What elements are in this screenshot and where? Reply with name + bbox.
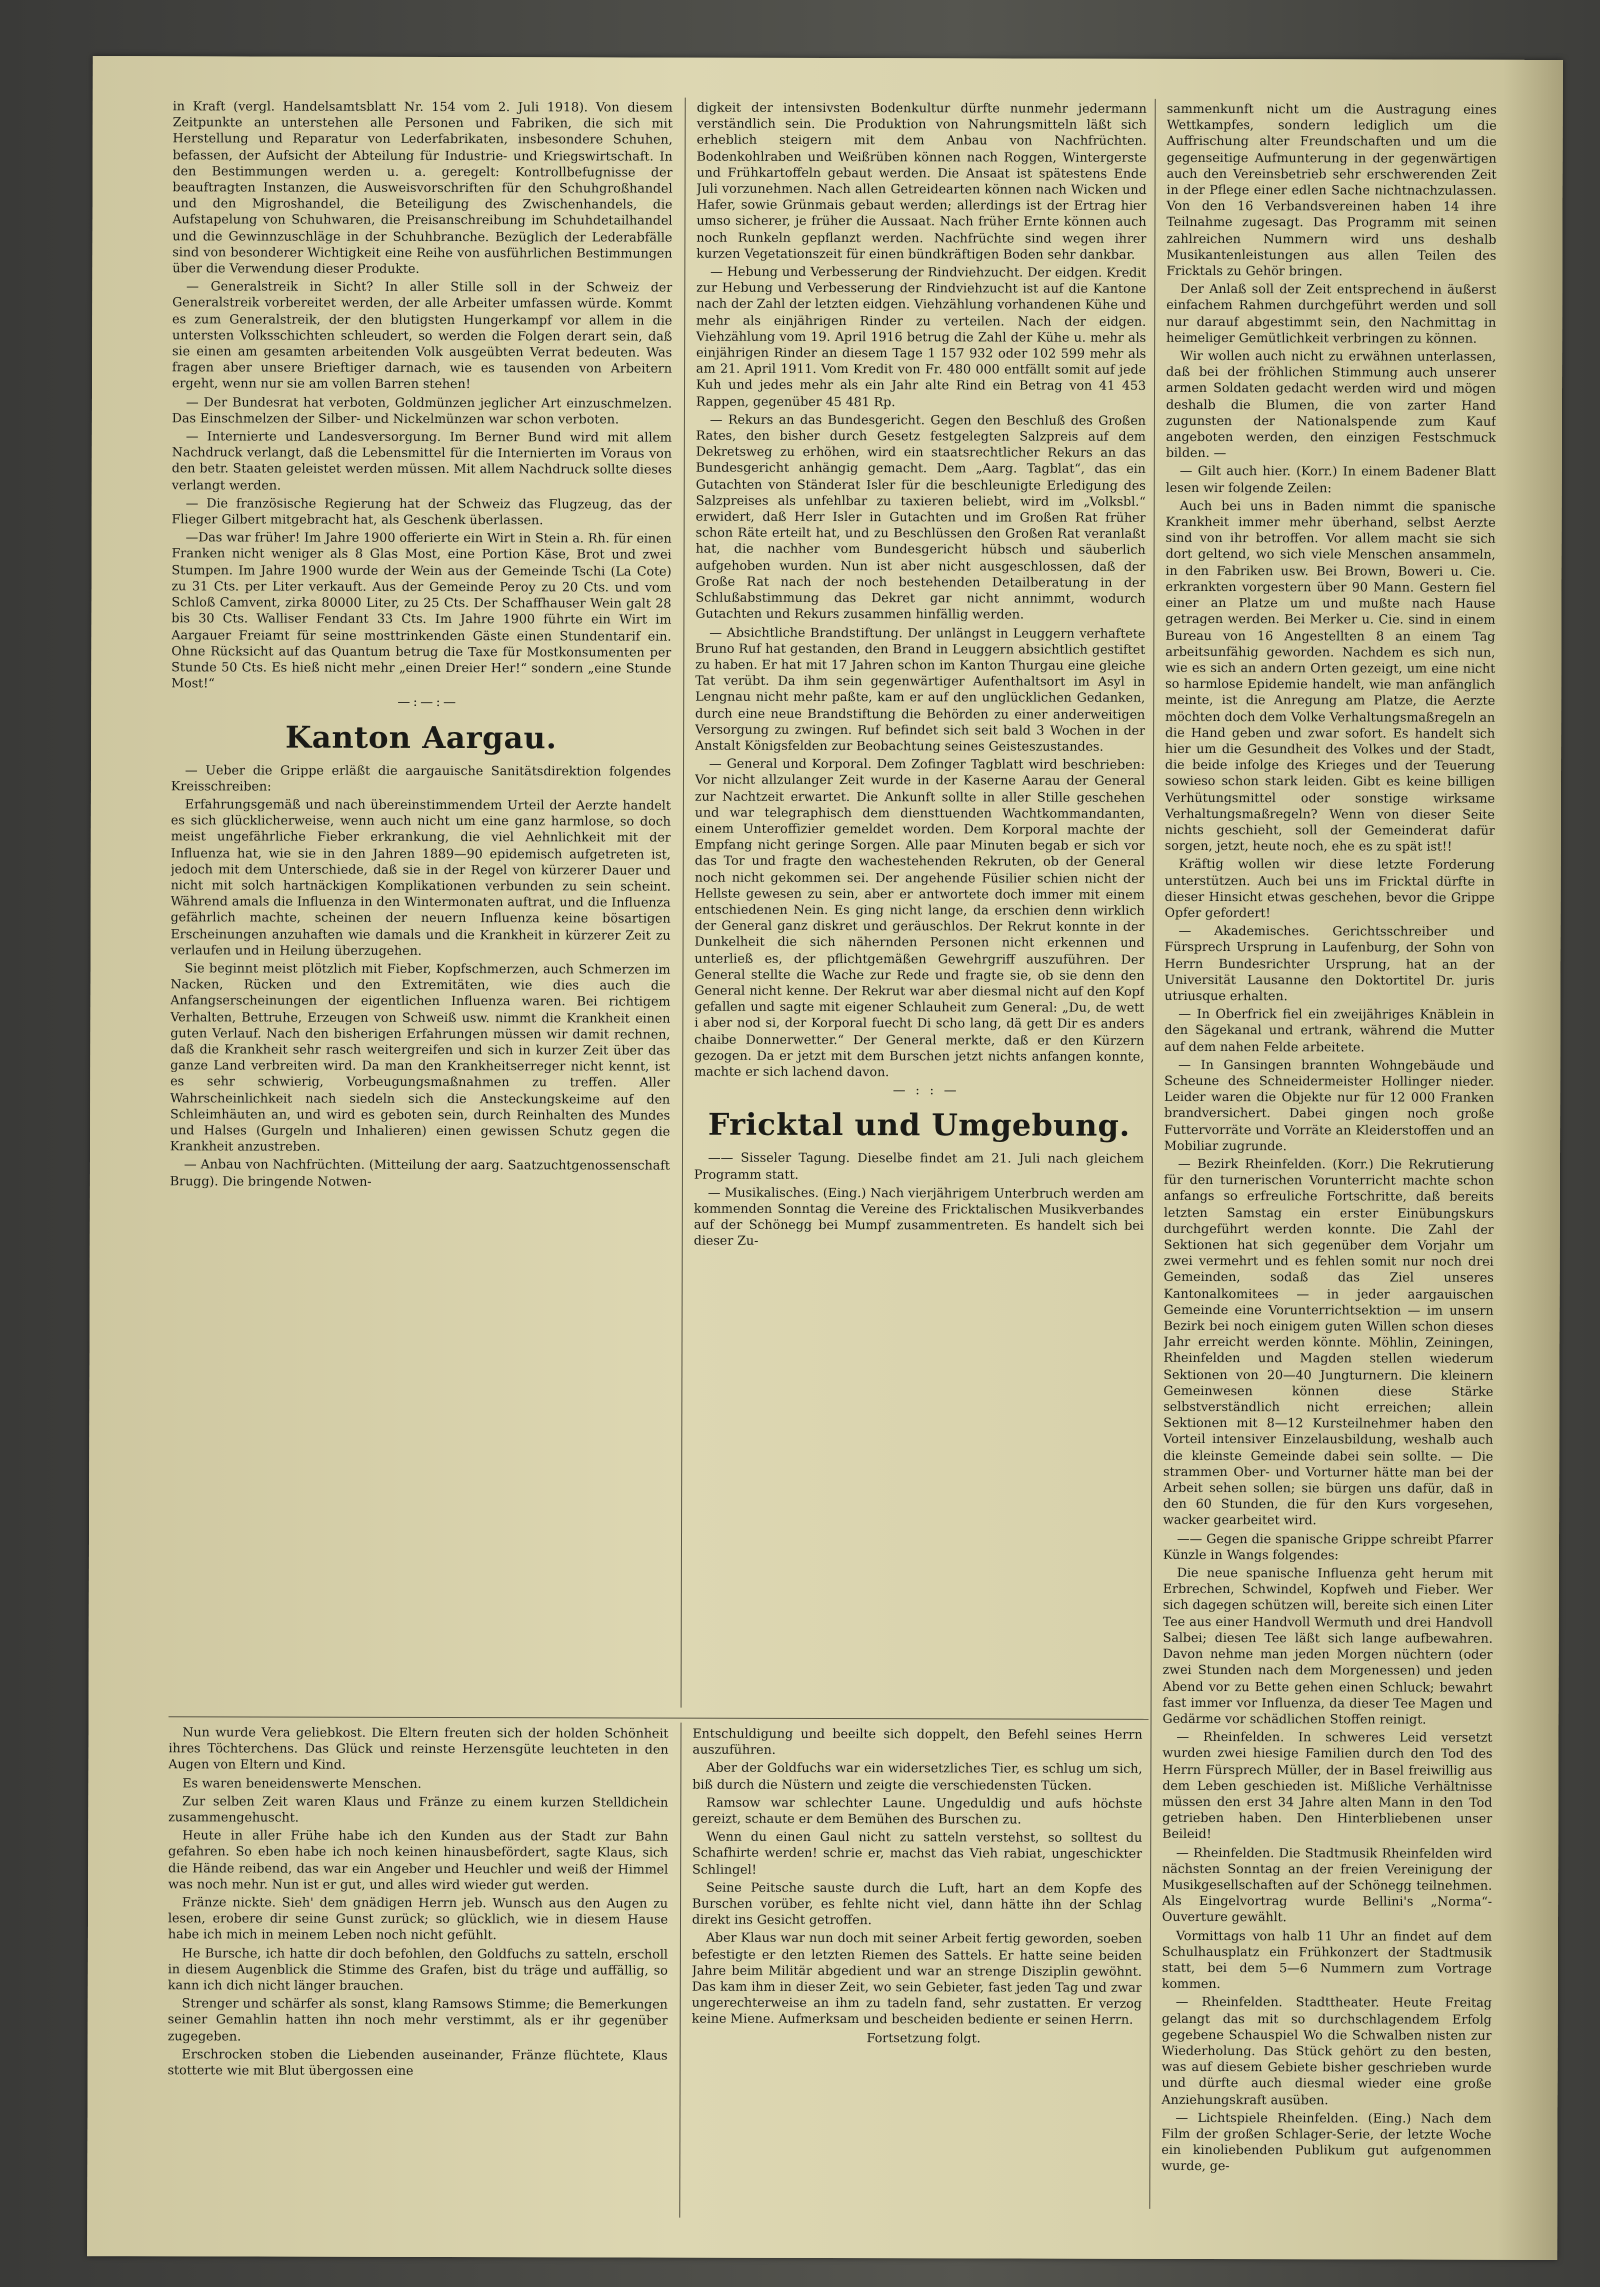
feuilleton-paragraph: He Bursche, ich hatte dir doch befohlen, den Goldfuchs zu satteln, erscholl in diesem Augenblick die Stimme des Grafen, bist du träge und auffällig, so kann ich dich nicht länger brauchen. xyxy=(167,1944,668,1993)
article-paragraph: — Absichtliche Brandstiftung. Der unlängst in Leuggern verhaftete Bruno Ruf hat gestanden, den Brand in Leuggern absichtlich gestiftet zu haben. Er hat mit 17 Jahren schon im Kanton Thurgau eine gleiche Tat verübt. Da ihm sein gegenwärtiger Aufenthaltsort im Asyl in Lengnau nicht mehr paßte, kam er auf den unglücklichen Gedanken, durch eine neue Brandstiftung die Behörden zu einer anderweitigen Versorgung zu zwingen. Ruf befindet sich seit bald 3 Wochen in der Anstalt Königsfelden zur Beobachtung seines Geisteszustandes. xyxy=(695,624,1146,754)
article-paragraph: digkeit der intensivsten Bodenkultur dürfte nunmehr jedermann verständlich sein. Die Produktion von Nahrungsmitteln läßt sich erheblich steigern mit dem Anbau von Nachfrüchten. Bodenkohlraben und Weißrüben können nach Roggen, Wintergerste und Frühkartoffeln gebaut werden. Die Ansaat ist spätestens Ende Juli vorzunehmen. Nach allen Getreidearten können nach Wicken und Hafer, sowie Grünmais gebaut werden; allerdings ist der Ertrag hier umso sicherer, je früher die Aussaat. Nach früher Ernte können auch noch Runkeln gepflanzt werden. Nachfrüchte sind wegen ihrer kurzen Vegetationszeit für einen bündkräftigen Boden sehr dankbar. xyxy=(696,99,1147,262)
article-paragraph: — General und Korporal. Dem Zofinger Tagblatt wird beschrieben: Vor nicht allzulanger Zeit wurde in der Kaserne Aarau der General zur Nachtzeit erwartet. Die Ankunft sollte in aller Stille geschehen und war telegraphisch dem diensttuenden Wachtkommandanten, einem Unteroffizier gemeldet worden. Dem Korporal machte der Empfang nicht geringe Sorgen. Alle paar Minuten begab er sich vor das Tor und fragte den wachestehenden Rekruten, ob der General noch nicht gekommen sei. Der angehende Füsilier schien nicht der Hellste gewesen zu sein, aber er antwortete doch immer mit einem entschiedenen Nein. Es ging nicht lange, da erschien denn wirklich der General ganz diskret und geräuschlos. Der Rekrut konnte in der Dunkelheit die sich nähernden Personen nicht erkennen und unterließ es, der pflichtgemäßen Gewehrgriff auszuführen. Der General stellte die Wache zur Rede und fragte sie, ob sie denn den General nicht kenne. Der Rekrut war aber diesmal nicht auf den Kopf gefallen und sagte mit eigener Schlauheit zum General: „Du, de wett i aber nod si, der Korporal fuecht Di scho lang, dä gett Dir es anders chaibe Donnerwetter.“ Der General merkte, daß er den Kürzern gezogen. Da er jetzt mit dem Burschen jetzt nichts anfangen konnte, machte er sich lachend davon. xyxy=(694,755,1146,1080)
article-paragraph: — Akademisches. Gerichtsschreiber und Fürsprech Ursprung in Laufenburg, der Sohn von Herrn Bundesrichter Ursprung, hat an der Universität Lausanne den Doktortitel Dr. juris utriusque erhalten. xyxy=(1164,923,1495,1004)
column-3 xyxy=(1161,101,1497,2212)
newspaper-page xyxy=(87,56,1563,2260)
column-rule-right xyxy=(1149,99,1156,2209)
article-paragraph: — Hebung und Verbesserung der Rindviehzucht. Der eidgen. Kredit zur Hebung und Verbesserung der Rindviehzucht ist auf die Kantone nach der Zahl der letzten eidgen. Viehzählung vorhandenen Kühe und mehr als einjährigen Rinder zu verteilen. Nach der eidgen. Viehzählung vom 19. April 1916 betrug die Zahl der Kühe u. mehr als einjährigen Rinder an diesem Tage 1 157 932 oder 102 599 mehr als am 21. April 1911. Vom Kredit von Fr. 480 000 entfällt somit auf jede Kuh und jedes mehr als ein Jahr alte Rind ein Betrag von 41 453 Rappen, gegenüber 45 481 Rp. xyxy=(695,263,1147,409)
article-paragraph: — In Oberfrick fiel ein zweijähriges Knäblein in den Sägekanal und ertrank, während die Mutter auf dem nahen Felde arbeitete. xyxy=(1164,1006,1495,1054)
feuilleton-right xyxy=(691,1726,1142,2217)
feuilleton-paragraph: Wenn du einen Gaul nicht zu satteln verstehst, so solltest du Schafhirte werden! schrie er, machst das Vieh rabiat, ungeschickter Schlingel! xyxy=(692,1828,1143,1877)
feuilleton-rule xyxy=(169,1716,1149,1720)
feuilleton-paragraph: Zur selben Zeit waren Klaus und Fränze zu einem kurzen Stelldichein zusammengehuscht. xyxy=(168,1793,669,1825)
section-separator: —:—:— xyxy=(397,694,459,710)
feuilleton-left xyxy=(167,1724,668,2215)
article-paragraph: in Kraft (vergl. Handelsamtsblatt Nr. 154 vom 2. Juli 1918). Von diesem Zeitpunkte an unterstehen alle Personen und Fabriken, die sich mit Herstellung und Reparatur von Lederfabrikaten, insbesondere Schuhen, befassen, der Aufsicht der Abteilung für Industrie- und Kriegswirtschaft. In den Bestimmungen werden u. a. geregelt: Kontrollbefugnisse der beauftragten Instanzen, die Ausweisvorschriften für den Schuhgroßhandel und den Migroshandel, die Beteiligung des Zwischenhandels, die Aufstapelung von Schuhwaren, die Preisanschreibung im Schuhdetailhandel und die Gewinnzuschläge in der Schuhbranche. Bezüglich der Lederabfälle sind von besonderer Wichtigkeit eine Reihe von ausführlichen Bestimmungen über die Verwendung dieser Produkte. xyxy=(172,98,673,276)
article-paragraph: — Internierte und Landesversorgung. Im Berner Bund wird mit allem Nachdruck verlangt, daß die Lebensmittel für die Internierten im Voraus von den betr. Staaten geleistet werden müssen. Mit allem Nachdruck sollte dieses verlangt werden. xyxy=(171,428,672,493)
article-paragraph: — In Gansingen brannten Wohngebäude und Scheune des Schneidermeister Hollinger nieder. Leider waren die Objekte nur für 12 000 Franken brandversichert. Dabei gingen noch große Futtervorräte und Vorräte an Kleiderstoffen und an Mobiliar zugrunde. xyxy=(1164,1056,1495,1154)
article-paragraph: — Lichtspiele Rheinfelden. (Eing.) Nach dem Film der großen Schlager-Serie, der letzte Woche ein kinoliebenden Publikum gut aufgenommen wurde, ge- xyxy=(1161,2109,1492,2174)
article-paragraph: — Ueber die Grippe erläßt die aargauische Sanitätsdirektion folgendes Kreisschreiben: xyxy=(170,761,672,794)
article-paragraph: —— Gegen die spanische Grippe schreibt Pfarrer Künzle in Wangs folgendes: xyxy=(1162,1530,1494,1563)
article-paragraph: — Der Bundesrat hat verboten, Goldmünzen jeglicher Art einzuschmelzen. Das Einschmelzen der Silber- und Nickelmünzen war schon verboten. xyxy=(171,393,672,427)
feuilleton-paragraph: Ramsow war schlechter Laune. Ungeduldig und aufs höchste gereizt, schaute er dem Bemühen des Burschen zu. xyxy=(692,1794,1143,1827)
article-paragraph: Wir wollen auch nicht zu erwähnen unterlassen, daß bei der fröhlichen Stimmung auch unserer armen Soldaten gedacht werden wird und mögen deshalb die Blumen, die von zarter Hand zugunsten der Nationalspende zum Kauf angeboten werden, den einzigen Festschmuck bilden. — xyxy=(1165,347,1497,461)
article-paragraph: — Anbau von Nachfrüchten. (Mitteilung der aarg. Saatzuchtgenossenschaft Brugg). Die bringende Notwen- xyxy=(169,1156,670,1189)
feuilleton-paragraph: Seine Peitsche sauste durch die Luft, hart an dem Kopfe des Burschen vorüber, es fehlte nicht viel, dann hätte ihn der Schlag direkt ins Gesicht getroffen. xyxy=(691,1879,1143,1928)
feuilleton-paragraph: Entschuldigung und beeilte sich doppelt, den Befehl seines Herrn auszuführen. xyxy=(692,1725,1143,1758)
article-paragraph: Kräftig wollen wir diese letzte Forderung unterstützen. Auch bei uns im Fricktal dürfte in dieser Hinsicht etwas geschehen, bevor die Grippe Opfer gefordert! xyxy=(1164,856,1495,921)
article-paragraph: — Generalstreik in Sicht? In aller Stille soll in der Schweiz der Generalstreik vorbereitet werden, der alle Arbeiter umfassen würde. Kommt es zum Generalstreik, der den blutigsten Hungerkampf vor allem in die untersten Volksschichten schleudert, so werden die Folgen derart sein, daß sie einen am gesamten arbeitenden Volk ausgeübten Verrat bedeuten. Was fragen aber unsere Brieftiger darnach, wie es tausenden von Arbeitern ergeht, wenn nur sie am vollen Barren stehen! xyxy=(172,278,673,392)
article-paragraph: Sie beginnt meist plötzlich mit Fieber, Kopfschmerzen, auch Schmerzen im Nacken, Rücken und den Extremitäten, wie dies auch die Anfangserscheinungen der eigentlichen Influenza waren. Bei richtigem Verhalten, Bettruhe, Erzeugen von Schweiß usw. nimmt die Krankheit einen guten Verlauf. Nach den bisherigen Erfahrungen müssen wir damit rechnen, daß die Krankheit sehr rasch weitergreifen und sich in kurzer Zeit über das ganze Land verbreiten wird. Da man den Krankheitserreger nicht kennt, ist es sehr schwierig, Vorbeugungsmaßnahmen zu treffen. Aller Wahrscheinlichkeit nach siedeln sich die Ansteckungskeime auf den Schleimhäuten an, und wird es geboten sein, durch Reinhalten des Mundes und Halses (Gurgeln und Inhalieren) einen gewissen Schutz gegen die Krankheit anzustreben. xyxy=(170,960,671,1154)
column-2 xyxy=(693,100,1147,1711)
article-paragraph: — Rheinfelden. Die Stadtmusik Rheinfelden wird nächsten Sonntag an der freien Vereinigung der Musikgesellschaften auf der Schönegg teilnehmen. Als Eingelvortrag wurde Bellini's „Norma“-Ouverture gewählt. xyxy=(1161,1844,1493,1925)
section-title-kanton-aargau: Kanton Aargau. xyxy=(285,720,557,756)
article-paragraph: —Das war früher! Im Jahre 1900 offerierte ein Wirt in Stein a. Rh. für einen Franken nicht weniger als 8 Glas Most, eine Portion Käse, Brot und zwei Stumpen. Im Jahre 1900 wurde der Wein aus der Gemeinde Tschi (La Cote) zu 31 Cts. per Liter verkauft. Aus der Gemeinde Peroy zu 20 Cts. und vom Schloß Camvent, zirka 80000 Liter, zu 25 Cts. Der Schaffhauser Wein galt 28 bis 30 Cts. Walliser Fendant 33 Cts. Im Jahre 1900 führte ein Wirt im Aargauer Freiamt für seine mosttrinkenden Gäste einen Stundentarif ein. Ohne Rücksicht auf das Quantum betrug die Taxe für Mostkonsumenten per Stunde 50 Cts. Es hieß nicht mehr „einen Dreier Her!“ sondern „eine Stunde Most!“ xyxy=(171,529,672,691)
article-paragraph: — Gilt auch hier. (Korr.) In einem Badener Blatt lesen wir folgende Zeilen: xyxy=(1165,463,1496,495)
article-paragraph: — Die französische Regierung hat der Schweiz das Flugzeug, das der Flieger Gilbert mitgebracht hat, als Geschenk überlassen. xyxy=(171,495,672,528)
article-paragraph: — Rheinfelden. In schweres Leid versetzt wurden zwei hiesige Familien durch den Tod des Herrn Fürsprech Müller, der in Basel freiwillig aus dem Leben geschieden ist. Mißliche Verhältnisse müssen den erst 34 Jahre alten Mann in den Tod getrieben haben. Den Hinterbliebenen unser Beileid! xyxy=(1162,1729,1493,1842)
feuilleton-paragraph: Es waren beneidenswerte Menschen. xyxy=(182,1774,422,1791)
feuilleton-paragraph: Aber der Goldfuchs war ein widersetzliches Tier, es schlug um sich, biß durch die Nüstern und zeigte die verschiedensten Tücken. xyxy=(692,1760,1143,1793)
article-paragraph: sammenkunft nicht um die Austragung eines Wettkampfes, sondern lediglich um die Auffrischung alter Freundschaften und um die gegenseitige Aufmunterung in der gegenwärtigen auch den Vereinsbetrieb sehr erschwerenden Zeit in der Pflege einer edlen Sache nichtnachzulassen. Von den 16 Verbandsvereinen haben 14 ihre Teilnahme zugesagt. Das Programm mit seinen zahlreichen Nummern wird uns deshalb Musikantenleistungen aus allen Teilen des Fricktals zu Gehör bringen. xyxy=(1166,100,1497,279)
column-rule-left xyxy=(681,98,686,1708)
feuilleton-paragraph: Aber Klaus war nun doch mit seiner Arbeit fertig geworden, soeben befestigte er den letzten Riemen des Sattels. Er hatte seine beiden Jahre beim Militär abgedient und war an strenge Disziplin gewöhnt. Das kam ihm in dieser Zeit, wo sein Gebieter, fast jeden Tag und zwar ungerechterweise an ihm zu tadeln fand, sehr zustatten. Er verzog keine Miene. Aufmerksam und bescheiden bediente er seinen Herrn. xyxy=(691,1930,1142,2028)
section-separator: — : : — xyxy=(892,1082,960,1098)
feuilleton-paragraph: Heute in aller Frühe habe ich den Kunden aus der Stadt zur Bahn gefahren. So eben habe ich noch keinen hinausbefördert, sagte Klaus, sich die Hände reibend, das war ein Angeber und Heuchler und weiß der Himmel was noch mehr. Nun ist er gut, und alles wird wieder gut werden. xyxy=(168,1827,669,1893)
feuilleton-column-rule xyxy=(679,1723,681,2218)
article-paragraph: —— Sisseler Tagung. Dieselbe findet am 21. Juli nach gleichem Programm statt. xyxy=(693,1150,1145,1182)
article-paragraph: Vormittags von halb 11 Uhr an findet auf dem Schulhausplatz ein Frühkonzert der Stadtmusik statt, bei dem 5—6 Nummern zum Vortrage kommen. xyxy=(1161,1927,1492,1992)
column-1 xyxy=(169,98,673,1709)
article-paragraph: Der Anlaß soll der Zeit entsprechend in äußerst einfachem Rahmen durchgeführt werden und soll nur darauf abgestimmt sein, den Nachmittag in heimeliger Gemütlichkeit verbringen zu können. xyxy=(1166,281,1497,346)
feuilleton-paragraph: Erschrocken stoben die Liebenden auseinander, Fränze flüchtete, Klaus stotterte wie mit Blut übergossen eine xyxy=(167,2046,668,2078)
page-edge-shadow xyxy=(1497,60,1563,2260)
article-paragraph: — Rheinfelden. Stadttheater. Heute Freitag gelangt das mit so durchschlagendem Erfolg gegebene Schauspiel Wo die Schwalben nisten zur Wiederholung. Das Stück gehört zu den besten, was auf diesem Gebiete bisher geschrieben wurde und dürfte auch diesmal wieder eine große Anziehungskraft ausüben. xyxy=(1161,1994,1492,2107)
article-paragraph: — Bezirk Rheinfelden. (Korr.) Die Rekrutierung für den turnerischen Vorunterricht machte schon anfangs so erfreuliche Fortschritte, daß bereits letzten Samstag ein erster Einübungskurs durchgeführt werden konnte. Die Zahl der Sektionen hat sich gegenüber dem Vorjahr um zwei vermehrt und es fehlen somit nur noch drei Gemeinden, sodaß das Ziel unseres Kantonalkomitees — in jeder aargauischen Gemeinde eine Vorunterrichtsektion — im unsern Bezirk bei noch einigem guten Willen schon dieses Jahr erreicht werden könnte. Möhlin, Zeiningen, Rheinfelden und Magden stellen wiederum Sektionen von 20—40 Jungturnern. Die kleinern Gemeinwesen können diese Stärke selbstverständlich nicht erreichen; allein Sektionen mit 8—12 Kursteilnehmer haben den Vorteil intensiver Einzelausbildung, weshalb auch die kleinste Gemeinde dabei sein sollte. — Die strammen Ober- und Vorturner hätte man bei der Arbeit sehen sollen; sie bürgen uns dafür, daß in den 60 Stunden, die für den Kurs vorgesehen, wacker gearbeitet wird. xyxy=(1163,1155,1495,1528)
feuilleton-paragraph: Strenger und schärfer als sonst, klang Ramsows Stimme; die Bemerkungen seiner Gemahlin hatten ihn noch mehr verstimmt, als er ihr gegenüber zugegeben. xyxy=(167,1995,668,2044)
article-paragraph: Erfahrungsgemäß und nach übereinstimmendem Urteil der Aerzte handelt es sich glücklicherweise, wenn auch nicht um eine ganz harmlose, so doch meist ungefährliche Fieber erkrankung, die viel Aehnlichkeit mit der Influenza hat, wie sie in den Jahren 1889—90 epidemisch aufgetreten ist, jedoch mit dem Unterschiede, daß sie in der Regel von kürzerer Dauer und nicht mit solch hartnäckigen Komplikationen verbunden zu sein scheint. Während amals die Influenza in den Wintermonaten auftrat, und die Influenza gefährlich machte, scheinen der neuern Influenza keine bösartigen Erscheinungen anzuhaften wie damals und die Krankheit in kürzerer Zeit zu verlaufen und in Heilung überzugehen. xyxy=(170,796,671,958)
article-paragraph: — Musikalisches. (Eing.) Nach vierjährigem Unterbruch werden am kommenden Sonntag die Vereine des Fricktalischen Musikverbandes auf der Schönegg bei Mumpf zusammentreten. Es handelt sich bei dieser Zu- xyxy=(693,1184,1144,1249)
continuation-note: Fortsetzung folgt. xyxy=(866,2029,981,2046)
article-paragraph: — Rekurs an das Bundesgericht. Gegen den Beschluß des Großen Rates, den bisher durch Gesetz festgelegten Salzpreis auf dem Dekretsweg zu erhöhen, wird ein staatsrechtlicher Rekurs an das Bundesgericht anhängig gemacht. Dem „Aarg. Tagblat“, das ein Gutachten von Ständerat Isler für die beschleunigte Erledigung des Salzpreises als unfehlbar zu taxieren beliebt, wird im „Volksbl.“ erwidert, daß Herr Isler in Gutachten und im Großen Rat früher schon Räte erteilt hat, und zu Beschlüssen den Großen Rat veranlaßt hat, die nachher vom Bundesgericht hübsch und säuberlich aufgehoben wurden. Nun ist aber nicht ausgeschlossen, daß der Große Rat nach der noch bestehenden Detailberatung in der Schlußabstimmung das Dekret gar nicht annimmt, wodurch Gutachten und Rekurs zusammen hinfällig werden. xyxy=(695,411,1146,622)
article-paragraph: Auch bei uns in Baden nimmt die spanische Krankheit immer mehr überhand, selbst Aerzte sind von ihr betroffen. Vor allem macht sie sich dort geltend, wo sich viele Menschen ansammeln, in den Fabriken usw. Bei Brown, Boweri u. Cie. erkrankten vorgestern über 90 Mann. Gestern fiel einer an Platze um und mußte nach Hause getragen werden. Bei Merker u. Cie. sind in einem Bureau von 16 Angestellten 8 an einem Tag arbeitsunfähig geworden. Nachdem es sich nun, wie es sich an andern Orten gezeigt, um eine nicht so harmlose Epidemie handelt, wie man anfänglich meinte, ist die Anregung am Platze, die Aerzte möchten doch dem Volke Verhaltungsmaßregeln an die Hand geben und zwar sofort. Es handelt sich hier um die Gesundheit des Volkes und der Stadt, die beide infolge des Krieges und der Teuerung sowieso schon stark leiden. Gibt es keine billigen Verhütungsmittel oder sonstige wirksame Verhaltungsmaßregeln? Wenn von dieser Seite nichts geschieht, soll der Gemeinderat dafür sorgen, jetzt, heute noch, ehe es zu spät ist!! xyxy=(1164,497,1496,854)
article-paragraph: Die neue spanische Influenza geht herum mit Erbrechen, Schwindel, Kopfweh und Fieber. Wer sich dagegen schützen will, bereite sich einen Liter Tee aus einer Handvoll Wermuth und drei Handvoll Salbei; diesen Tee läßt sich lange aufbewahren. Davon nehme man jeden Morgen nüchtern (oder zwei Stunden nach dem Morgenessen) und jeden Abend vor zu Bette gehen einen Schluck; bewahrt fast immer vor Influenza, da dieser Tee Magen und Gedärme vor schädlichen Stoffen reinigt. xyxy=(1162,1565,1493,1727)
feuilleton-paragraph: Nun wurde Vera geliebkost. Die Eltern freuten sich der holden Schönheit ihres Töchterchens. Das Glück und reinste Herzensgüte leuchteten in den Augen von Eltern und Kind. xyxy=(168,1724,669,1773)
feuilleton-paragraph: Fränze nickte. Sieh' dem gnädigen Herrn jeb. Wunsch aus den Augen zu lesen, erobere dir seine Gunst zurück; so glücklich, wie in diesem Hause habe ich mich in meinem Leben noch nicht gefühlt. xyxy=(167,1894,669,1943)
section-title-fricktal: Fricktal und Umgebung. xyxy=(707,1108,1131,1145)
